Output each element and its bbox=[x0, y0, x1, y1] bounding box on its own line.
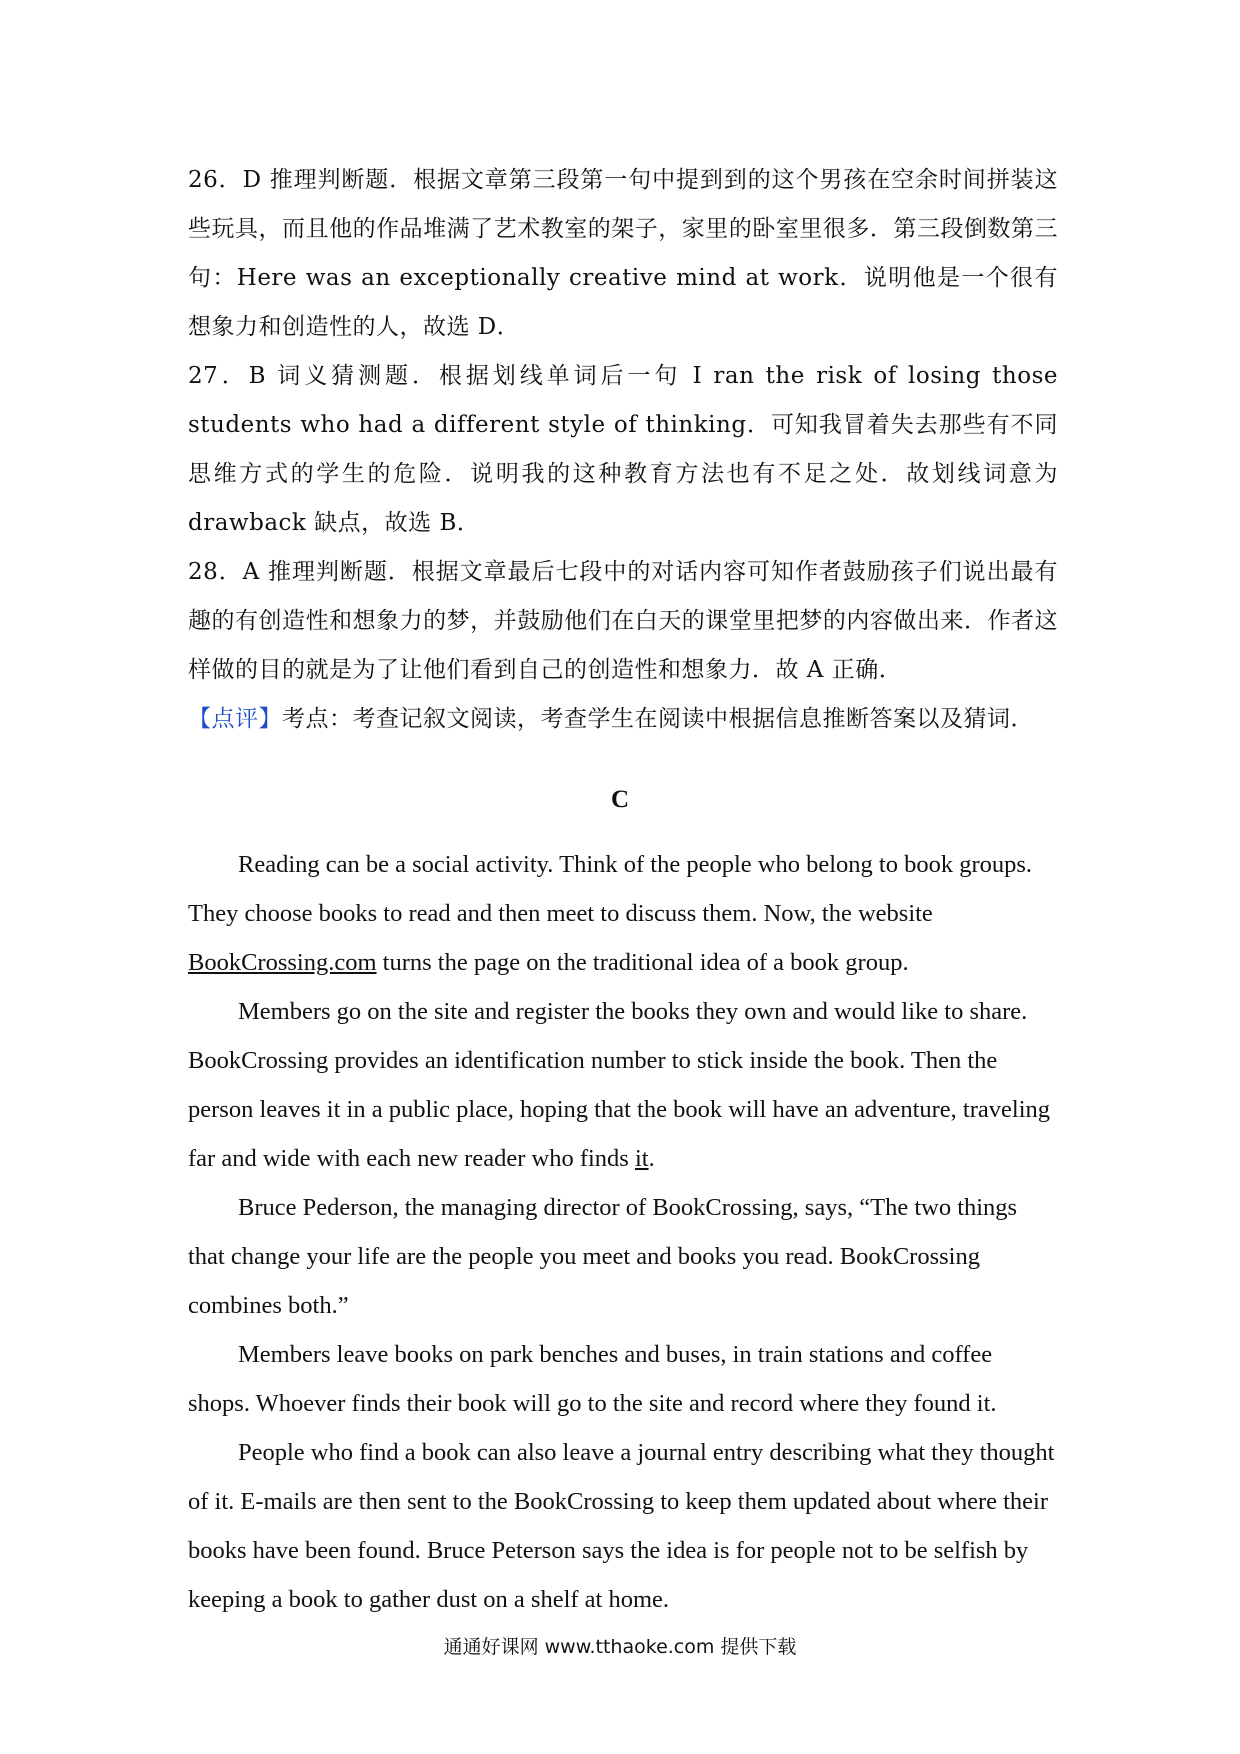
passage-paragraph bbox=[188, 987, 1058, 1183]
comment bbox=[188, 695, 1058, 744]
comment-text: 考点：考查记叙文阅读，考查学生在阅读中根据信息推断答案以及猜词． bbox=[282, 706, 1034, 732]
answer-explanations bbox=[188, 156, 1058, 744]
answer-28: 28．A 推理判断题．根据文章最后七段中的对话内容可知作者鼓励孩子们说出最有趣的有创造性和想象力的梦，并鼓励他们在白天的课堂里把梦的内容做出来．作者这样做的目的就是为了让他们看到自己的创造性和想象力．故 A 正确． bbox=[188, 559, 1058, 683]
passage-text: Reading can be a social activity. Think of the people who belong to book groups. They choose books to read and then meet to discuss them. Now, the website bbox=[188, 851, 1033, 927]
passage-text: Members go on the site and register the books they own and would like to share. BookCrossing provides an identification number to stick inside the book. Then the person leaves it in a public place, hoping that the book will have an adventure, traveling far and wide with each new reader who finds bbox=[188, 998, 1050, 1172]
section-title: C bbox=[610, 786, 630, 813]
answer-26: 26．D 推理判断题．根据文章第三段第一句中提到到的这个男孩在空余时间拼装这些玩具，而且他的作品堆满了艺术教室的架子，家里的卧室里很多．第三段倒数第三句：Here was an exceptionally creative mind at work．说明他是一个很有想象力和创造性的人，故选 D． bbox=[188, 167, 1058, 340]
passage-text: turns the page on the traditional idea of a book group. bbox=[376, 949, 909, 976]
underlined-word: it bbox=[634, 1145, 649, 1172]
page-footer: 通通好课网 www.tthaoke.com 提供下载 bbox=[443, 1636, 797, 1658]
answer-27: 27．B 词义猜测题．根据划线单词后一句 I ran the risk of losing those students who had a different style of thinking．可知我冒着失去那些有不同思维方式的学生的危险．说明我的这种教育方法也有不足之处．故划线词意为 drawback 缺点，故选 B． bbox=[188, 363, 1058, 536]
reading-passage bbox=[188, 840, 1058, 1624]
website-link[interactable]: BookCrossing.com bbox=[188, 949, 377, 976]
passage-paragraph bbox=[188, 840, 1058, 987]
passage-paragraph: Bruce Pederson, the managing director of BookCrossing, says, “The two things that change your life are the people you meet and books you read. BookCrossing combines both.” bbox=[188, 1194, 1018, 1319]
passage-text: . bbox=[648, 1145, 655, 1172]
comment-label: 【点评】 bbox=[188, 706, 282, 732]
passage-paragraph: People who find a book can also leave a journal entry describing what they thought of it. E-mails are then sent to the BookCrossing to keep them updated about where their books have been found. Bruce Peterson says the idea is for people not to be selfish by keeping a book to gather dust on a shelf at home. bbox=[188, 1439, 1055, 1613]
passage-paragraph: Members leave books on park benches and buses, in train stations and coffee shops. Whoever finds their book will go to the site and record where they found it. bbox=[188, 1341, 997, 1417]
